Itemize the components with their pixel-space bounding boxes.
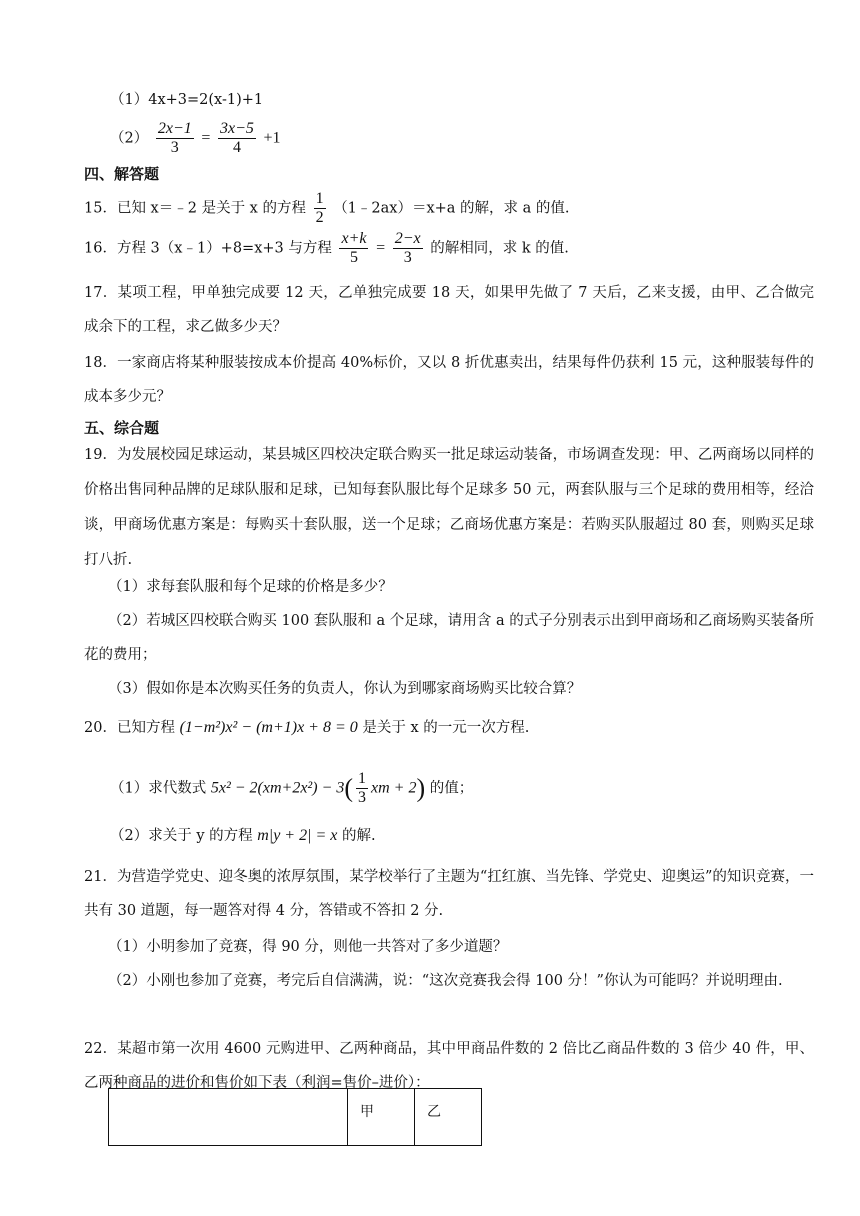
q20-fraction: $\frac{1}{3}$	[358, 770, 367, 806]
q16-fraction-left: $\frac{x+k}{5}$	[341, 230, 367, 266]
q20-part2: （2）求关于 y 的方程 m|y + 2| = x 的解.	[110, 827, 376, 844]
q14-fraction-left: $\frac{2x-1}{3}$	[157, 120, 192, 156]
q15-fraction: $\frac{1}{2}$	[315, 190, 324, 226]
q14-part1: （1）4x+3=2(x-1)+1	[110, 92, 264, 108]
q21-part2: （2）小刚也参加了竞赛，考完后自信满满，说：“这次竞赛我会得 100 分！”你认为可能吗？并说明理由.	[108, 973, 783, 989]
q18: 18．一家商店将某种服装按成本价提高 40%标价，又以 8 折优惠卖出，结果每件仍获利 15 元，这种服装每件的成本多少元？	[84, 355, 814, 405]
table-header-blank	[109, 1089, 348, 1146]
q21: 21．为营造学党史、迎冬奥的浓厚氛围，某学校举行了主题为“扛红旗、当先锋、学党史、迎奥运”的知识竞赛，一共有 30 道题，每一题答对得 4 分，答错或不答扣 2 分.	[84, 869, 814, 919]
q17: 17．某项工程，甲单独完成要 12 天，乙单独完成要 18 天，如果甲先做了 7 天后，乙来支援，由甲、乙合做完成余下的工程，求乙做多少天？	[84, 285, 814, 335]
q14-part2-label: （2）	[110, 130, 149, 147]
q14-fraction-right: $\frac{3x-5}{4}$	[220, 120, 254, 156]
q20-expression: 5x² − 2(xm+2x²) − 3	[210, 779, 345, 797]
section-heading-4: 四、解答题	[84, 165, 160, 183]
q20-part1: （1）求代数式 5x² − 2(xm+2x²) − 3( $\frac{1}{3}$ xm + 2) 的值；	[110, 770, 474, 806]
q15: 15．已知 x＝﹣2 是关于 x 的方程 $\frac{1}{2}$ （1﹣2ax）＝x+a 的解，求 a 的值.	[84, 190, 570, 226]
q22: 22．某超市第一次用 4600 元购进甲、乙两种商品，其中甲商品件数的 2 倍比乙商品件数的 3 倍少 40 件，甲、乙两种商品的进价和售价如下表（利润=售价–进价）：	[84, 1041, 814, 1091]
table-header-yi: 乙	[415, 1089, 482, 1146]
q16: 16．方程 3（x﹣1）+8=x+3 与方程 $\frac{x+k}{5}$ = $\frac{2-x}{3}$ 的解相同，求 k 的值.	[84, 230, 569, 266]
q16-fraction-right: $\frac{2-x}{3}$	[394, 230, 421, 266]
q19: 19．为发展校园足球运动，某县城区四校决定联合购买一批足球运动装备，市场调查发现：甲、乙两商场以同样的价格出售同种品牌的足球队服和足球，已知每套队服比每个足球多 50 元，两套队服与三个足球的费用相等，经洽谈，甲商场优惠方案是：每购买十套队服，送一个足球；乙商场优惠方案是：若购买队服超过 80 套，则购买足球打八折.	[84, 447, 814, 568]
table-header-jia: 甲	[348, 1089, 415, 1146]
table-row	[109, 1089, 482, 1146]
q19-part1: （1）求每套队服和每个足球的价格是多少？	[108, 579, 393, 595]
q20-abs-equation: m|y + 2| = x	[257, 827, 338, 844]
q19-part2: （2）若城区四校联合购买 100 套队服和 a 个足球，请用含 a 的式子分别表示出到甲商场和乙商场购买装备所花的费用；	[84, 613, 814, 663]
q14-part2: （2） $\frac{2x-1}{3}$ = $\frac{3x-5}{4}$ +1	[110, 120, 281, 156]
q21-part1: （1）小明参加了竞赛，得 90 分，则他一共答对了多少道题？	[108, 939, 508, 955]
q20-equation: (1−m²)x² − (m+1)x + 8 = 0	[179, 719, 358, 736]
q19-part3: （3）假如你是本次购买任务的负责人，你认为到哪家商场购买比较合算？	[108, 681, 582, 697]
q20: 20．已知方程 (1−m²)x² − (m+1)x + 8 = 0 是关于 x 的一元一次方程.	[84, 719, 530, 736]
q22-price-table	[108, 1088, 482, 1146]
section-heading-5: 五、综合题	[84, 419, 160, 437]
